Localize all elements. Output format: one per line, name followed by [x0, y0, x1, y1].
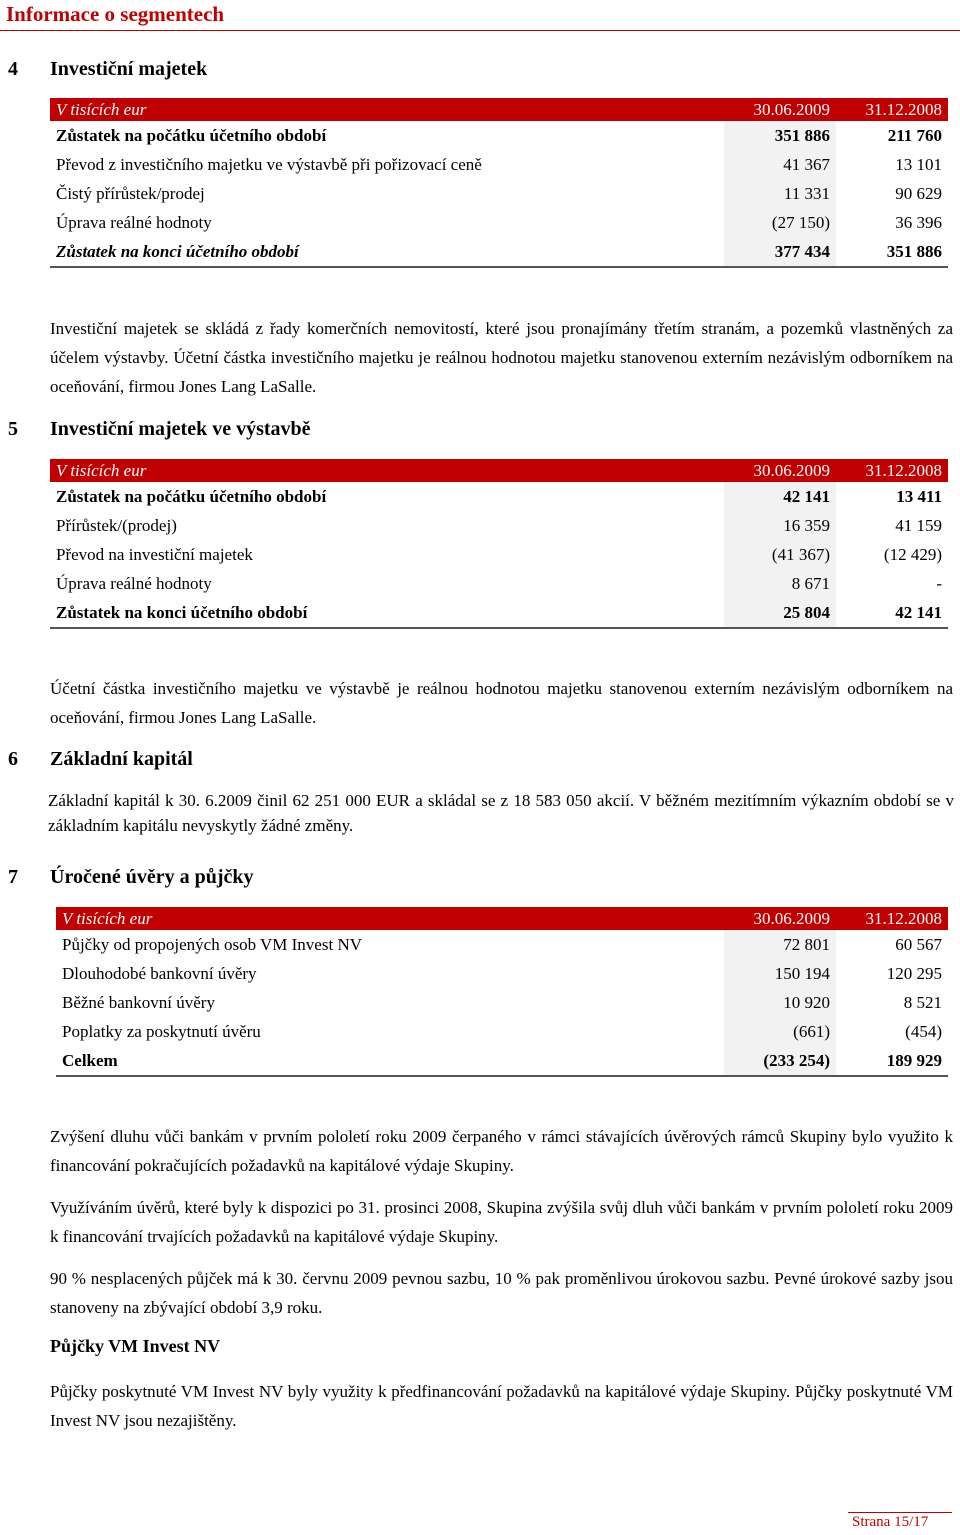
row-value-2009: 8 671: [724, 569, 836, 598]
row-value-2008: 60 567: [895, 935, 942, 954]
row-value-2008: 42 141: [836, 598, 948, 628]
row-value-2008: 351 886: [836, 237, 948, 267]
section-7-paragraph-4: Půjčky poskytnuté VM Invest NV byly využity k předfinancování požadavků na kapitálové výdaje Skupiny. Půjčky poskytnuté VM Invest NV jsou nezajištěny.: [50, 1382, 953, 1430]
table-row: [50, 569, 948, 598]
table-row: [56, 930, 948, 959]
row-label: Úprava reálné hodnoty: [56, 574, 212, 593]
table-row: [50, 237, 948, 267]
table-header-row: [56, 907, 948, 930]
header-col-2008: 31.12.2008: [836, 459, 948, 482]
row-label: Zůstatek na počátku účetního období: [56, 126, 327, 145]
row-value-2009: 11 331: [724, 179, 836, 208]
subheading-vm-invest: Půjčky VM Invest NV: [50, 1336, 221, 1356]
row-value-2009: 25 804: [724, 598, 836, 628]
row-label: Úprava reálné hodnoty: [56, 213, 212, 232]
table-header-row: [50, 459, 948, 482]
property-under-construction-table: [50, 459, 948, 629]
section-7-paragraph-2: Využíváním úvěrů, které byly k dispozici po 31. prosinci 2008, Skupina zvýšila svůj dluh vůči bankám v prvním pololetí roku 2009 k financování trvajících požadavků na kapitálové výdaje Skupiny.: [50, 1198, 953, 1246]
row-value-2009: 377 434: [724, 237, 836, 267]
row-value-2008: 36 396: [895, 213, 942, 232]
table-row: [50, 482, 948, 511]
table-row: [50, 208, 948, 237]
section-7-paragraph-1: Zvýšení dluhu vůči bankám v prvním pololetí roku 2009 čerpaného v rámci stávajících úvěrových rámců Skupiny bylo využito k financování pokračujících požadavků na kapitálové výdaje Skupiny.: [50, 1127, 953, 1175]
section-title: Úročené úvěry a půjčky: [50, 866, 254, 888]
row-label: Celkem: [56, 1046, 724, 1076]
row-label: Půjčky od propojených osob VM Invest NV: [62, 935, 362, 954]
section-5-heading: [8, 418, 311, 441]
header-col-2009: 30.06.2009: [724, 907, 836, 930]
table-row: [50, 179, 948, 208]
row-value-2009: (41 367): [724, 540, 836, 569]
loans-table: [56, 907, 948, 1077]
table-row: [50, 511, 948, 540]
table-row: [56, 1046, 948, 1076]
row-label: Zůstatek na konci účetního období: [50, 598, 724, 628]
table-row: [50, 150, 948, 179]
row-value-2009: (27 150): [724, 208, 836, 237]
row-value-2008: 13 101: [895, 155, 942, 174]
investment-property-table: [50, 98, 948, 268]
header-col-2009: 30.06.2009: [724, 98, 836, 121]
row-value-2009: 16 359: [724, 511, 836, 540]
section-number: 6: [8, 748, 18, 770]
section-4-paragraph: Investiční majetek se skládá z řady komerčních nemovitostí, které jsou pronajímány třetím stranám, a pozemků vlastněných za účelem výstavby. Účetní částka investičního majetku je reálnou hodnotou majetku stanovenou externím nezávislým odborníkem na oceňování, firmou Jones Lang LaSalle.: [50, 319, 953, 396]
page-header-title: Informace o segmentech: [6, 2, 225, 26]
footer-rule: [848, 1512, 952, 1513]
header-label: V tisících eur: [50, 98, 724, 121]
row-value-2009: (661): [724, 1017, 836, 1046]
section-6-paragraph: Základní kapitál k 30. 6.2009 činil 62 251 000 EUR a skládal se z 18 583 050 akcií. V běžném mezitímním výkazním období se v základním kapitálu nevyskytly žádné změny.: [48, 791, 954, 835]
table-row: [56, 988, 948, 1017]
header-rule: [0, 30, 960, 31]
row-value-2008: 8 521: [903, 993, 942, 1012]
table-row: [50, 540, 948, 569]
row-value-2008: 189 929: [836, 1046, 948, 1076]
row-value-2009: 10 920: [724, 988, 836, 1017]
row-value-2009: 351 886: [724, 121, 836, 150]
page-number: Strana 15/17: [852, 1514, 929, 1530]
row-value-2009: (233 254): [724, 1046, 836, 1076]
section-title: Investiční majetek: [50, 58, 208, 80]
header-col-2008: 31.12.2008: [836, 98, 948, 121]
section-title: Investiční majetek ve výstavbě: [50, 418, 311, 440]
row-value-2009: 150 194: [724, 959, 836, 988]
row-value-2009: 72 801: [724, 930, 836, 959]
section-number: 7: [8, 866, 18, 888]
row-label: Převod na investiční majetek: [56, 545, 253, 564]
section-6-heading: [8, 748, 193, 771]
row-label: Přírůstek/(prodej): [56, 516, 177, 535]
section-7-heading: [8, 866, 254, 889]
row-label: Čistý přírůstek/prodej: [56, 184, 205, 203]
row-value-2008: (454): [905, 1022, 942, 1041]
table-row: [56, 959, 948, 988]
table-header-row: [50, 98, 948, 121]
header-label: V tisících eur: [56, 907, 724, 930]
row-value-2008: 13 411: [896, 487, 942, 506]
section-5-paragraph: Účetní částka investičního majetku ve výstavbě je reálnou hodnotou majetku stanovenou externím nezávislým odborníkem na oceňování, firmou Jones Lang LaSalle.: [50, 679, 953, 727]
section-title: Základní kapitál: [50, 748, 193, 770]
row-value-2008: 41 159: [895, 516, 942, 535]
row-value-2008: 120 295: [886, 964, 942, 983]
table-row: [56, 1017, 948, 1046]
row-label: Dlouhodobé bankovní úvěry: [62, 964, 257, 983]
header-col-2009: 30.06.2009: [724, 459, 836, 482]
section-4-heading: [8, 58, 207, 81]
section-number: 5: [8, 418, 18, 440]
row-label: Běžné bankovní úvěry: [62, 993, 215, 1012]
row-label: Převod z investičního majetku ve výstavbě při pořizovací ceně: [56, 155, 482, 174]
header-label: V tisících eur: [50, 459, 724, 482]
section-number: 4: [8, 58, 18, 80]
row-value-2008: (12 429): [883, 545, 942, 564]
table-row: [50, 121, 948, 150]
row-value-2009: 42 141: [724, 482, 836, 511]
header-col-2008: 31.12.2008: [836, 907, 948, 930]
row-value-2009: 41 367: [724, 150, 836, 179]
row-label: Poplatky za poskytnutí úvěru: [62, 1022, 261, 1041]
row-value-2008: 90 629: [895, 184, 942, 203]
row-label: Zůstatek na počátku účetního období: [56, 487, 327, 506]
table-row: [50, 598, 948, 628]
row-value-2008: -: [936, 574, 942, 593]
row-value-2008: 211 760: [887, 126, 942, 145]
section-7-paragraph-3: 90 % nesplacených půjček má k 30. červnu 2009 pevnou sazbu, 10 % pak proměnlivou úrokovou sazbu. Pevné úrokové sazby jsou stanoveny na zbývající období 3,9 roku.: [50, 1269, 953, 1317]
row-label: Zůstatek na konci účetního období: [50, 237, 724, 267]
